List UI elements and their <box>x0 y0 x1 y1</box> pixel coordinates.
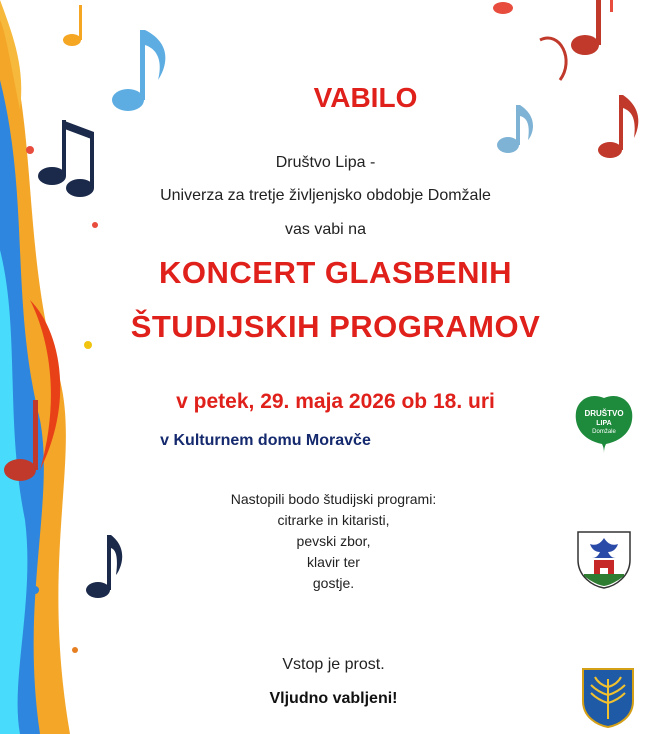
lipa-logo-text: LIPA <box>596 420 612 427</box>
organizer-line-2: Univerza za tretje življenjsko obdobje Domžale <box>160 187 491 204</box>
lipa-logo-text: Domžale <box>592 429 616 435</box>
event-title-line-2: ŠTUDIJSKIH PROGRAMOV <box>130 309 541 344</box>
closing-text: Vljudno vabljeni! <box>269 690 398 707</box>
event-venue: v Kulturnem domu Moravče <box>160 432 371 449</box>
moravce-coat-of-arms-icon <box>576 530 632 590</box>
drustvo-lipa-logo <box>572 388 636 456</box>
entry-note: Vstop je prost. <box>282 656 385 673</box>
event-date-time: v petek, 29. maja 2026 ob 18. uri <box>176 390 495 413</box>
program-item: pevski zbor, <box>296 533 371 549</box>
program-intro: Nastopili bodo študijski programi: <box>230 491 437 507</box>
organizer-line-1: Društvo Lipa - <box>275 154 376 171</box>
program-item: gostje. <box>312 575 355 591</box>
program-item: citrarke in kitaristi, <box>277 512 390 528</box>
invitation-title: VABILO <box>313 82 418 113</box>
lipa-logo-text: DRUŠTVO <box>584 409 624 418</box>
event-title-line-1: KONCERT GLASBENIH <box>159 255 512 290</box>
program-item: klavir ter <box>307 554 360 570</box>
domzale-coat-of-arms-icon <box>581 667 635 729</box>
invites-text: vas vabi na <box>285 221 366 238</box>
